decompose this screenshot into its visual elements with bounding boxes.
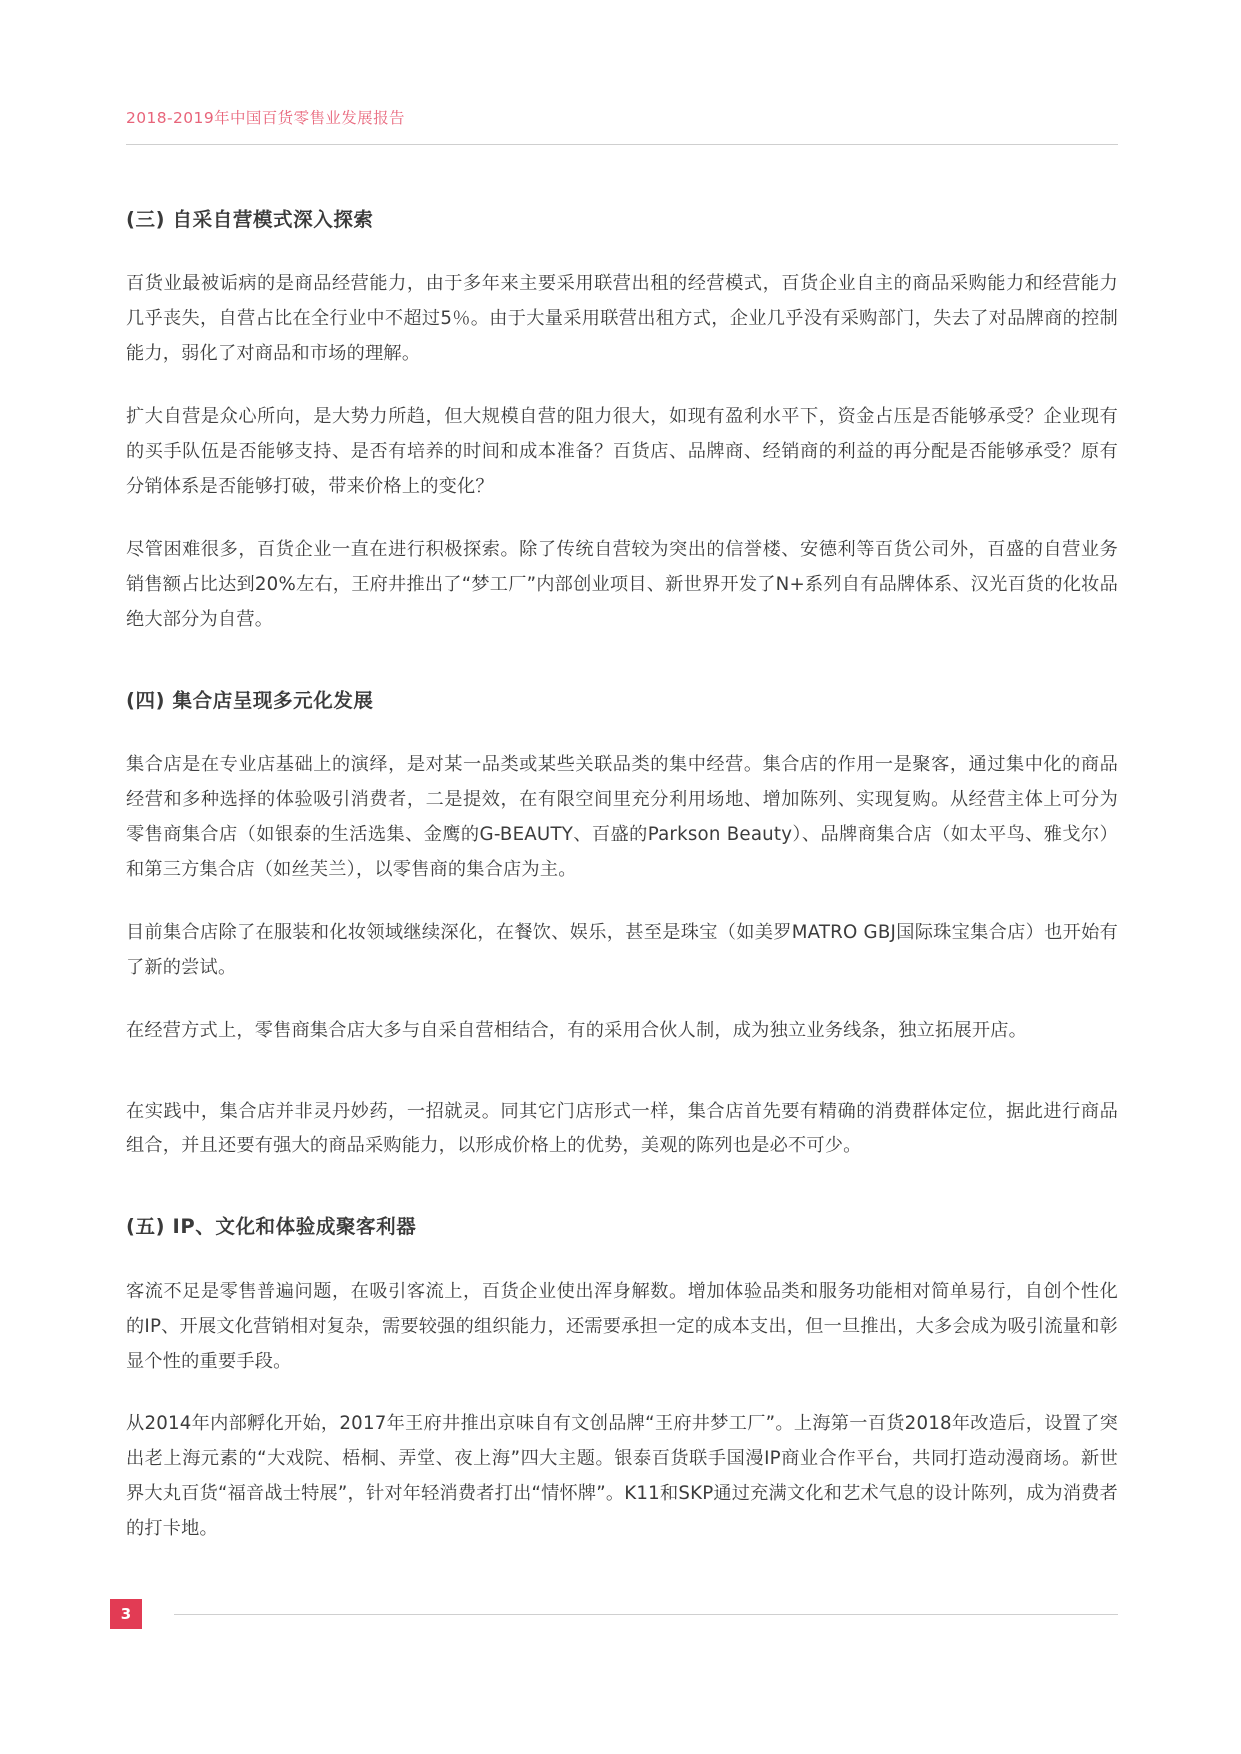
paragraph: 在经营方式上，零售商集合店大多与自采自营相结合，有的采用合伙人制，成为独立业务线条，独立拓展开店。: [126, 1019, 1027, 1041]
paragraph: 客流不足是零售普遍问题，在吸引客流上，百货企业使出浑身解数。增加体验品类和服务功能相对简单易行，自创个性化的IP、开展文化营销相对复杂，需要较强的组织能力，还需要承担一定的成本支出，但一旦推出，大多会成为吸引流量和彰显个性的重要手段。: [126, 1280, 1118, 1372]
section-heading-5: (五) IP、文化和体验成聚客利器: [126, 1215, 417, 1239]
section-heading-3: (三) 自采自营模式深入探索: [126, 208, 374, 231]
section-heading-4: (四) 集合店呈现多元化发展: [126, 688, 374, 712]
paragraph: 百货业最被诟病的是商品经营能力，由于多年来主要采用联营出租的经营模式，百货企业自主的商品采购能力和经营能力几乎丧失，自营占比在全行业中不超过5％。由于大量采用联营出租方式，企业几乎没有采购部门，失去了对品牌商的控制能力，弱化了对商品和市场的理解。: [126, 273, 1118, 365]
paragraph: 在实践中，集合店并非灵丹妙药，一招就灵。同其它门店形式一样，集合店首先要有精确的消费群体定位，据此进行商品组合，并且还要有强大的商品采购能力，以形成价格上的优势，美观的陈列也是必不可少。: [126, 1100, 1118, 1157]
paragraph: 从2014年内部孵化开始，2017年王府井推出京味自有文创品牌“王府井梦工厂”。上海第一百货2018年改造后，设置了突出老上海元素的“大戏院、梧桐、弄堂、夜上海”四大主题。银泰百货联手国漫IP商业合作平台，共同打造动漫商场。新世界大丸百货“福音战士特展”，针对年轻消费者打出“情怀牌”。K11和SKP通过充满文化和艺术气息的设计陈列，成为消费者的打卡地。: [126, 1413, 1118, 1540]
paragraph: 目前集合店除了在服装和化妆领域继续深化，在餐饮、娱乐，甚至是珠宝（如美罗MATRO GBJ国际珠宝集合店）也开始有了新的尝试。: [126, 921, 1118, 978]
paragraph: 尽管困难很多，百货企业一直在进行积极探索。除了传统自营较为突出的信誉楼、安德利等百货公司外，百盛的自营业务销售额占比达到20%左右，王府井推出了“梦工厂”内部创业项目、新世界开发了N+系列自有品牌体系、汉光百货的化妆品绝大部分为自营。: [126, 538, 1118, 630]
page-header: [126, 108, 1118, 145]
page-footer: [110, 1599, 1118, 1629]
paragraph: 集合店是在专业店基础上的演绎，是对某一品类或某些关联品类的集中经营。集合店的作用一是聚客，通过集中化的商品经营和多种选择的体验吸引消费者，二是提效，在有限空间里充分利用场地、增加陈列、实现复购。从经营主体上可分为零售商集合店（如银泰的生活选集、金鹰的G-BEAUTY、百盛的Parkson Beauty）、品牌商集合店（如太平鸟、雅戈尔）和第三方集合店（如丝芙兰），以零售商的集合店为主。: [126, 753, 1118, 880]
report-title: 2018-2019年中国百货零售业发展报告: [126, 109, 405, 127]
document-body: [126, 205, 1118, 1547]
paragraph: 扩大自营是众心所向，是大势力所趋，但大规模自营的阻力很大，如现有盈利水平下，资金占压是否能够承受？企业现有的买手队伍是否能够支持、是否有培养的时间和成本准备？百货店、品牌商、经销商的利益的再分配是否能够承受？原有分销体系是否能够打破，带来价格上的变化？: [126, 406, 1118, 497]
header-divider: [126, 144, 1118, 145]
page-number-badge: 3: [110, 1599, 142, 1629]
footer-divider: [174, 1614, 1118, 1615]
